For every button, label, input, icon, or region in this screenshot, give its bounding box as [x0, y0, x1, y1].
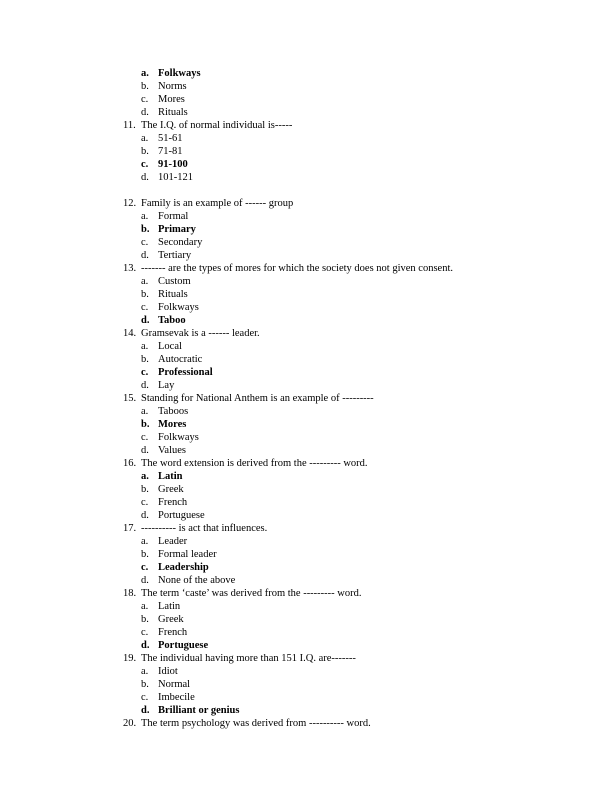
option-text: 101-121: [158, 172, 193, 183]
answer-option: [0, 340, 600, 353]
correct-answer-option: [0, 223, 600, 236]
option-text: Rituals: [158, 289, 188, 300]
question-text: The term ‘caste’ was derived from the --------- word.: [141, 588, 362, 599]
option-text: Latin: [158, 471, 183, 482]
correct-answer-option: [0, 314, 600, 327]
question-text: Gramsevak is a ------ leader.: [141, 328, 260, 339]
option-text: Secondary: [158, 237, 203, 248]
option-text: French: [158, 497, 188, 508]
answer-option: [0, 288, 600, 301]
answer-option: [0, 509, 600, 522]
question-number: 14.: [123, 328, 137, 339]
answer-option: [0, 678, 600, 691]
option-letter: a.: [141, 601, 149, 612]
option-letter: b.: [141, 549, 149, 560]
blank-line: [0, 184, 600, 197]
question-line: [0, 262, 600, 275]
answer-option: [0, 600, 600, 613]
option-text: Folkways: [158, 432, 199, 443]
answer-option: [0, 613, 600, 626]
option-text: Custom: [158, 276, 191, 287]
option-text: Values: [158, 445, 186, 456]
correct-answer-option: [0, 639, 600, 652]
option-letter: d.: [141, 380, 149, 391]
option-text: Mores: [158, 94, 185, 105]
option-letter: d.: [141, 445, 149, 456]
question-text: The I.Q. of normal individual is-----: [141, 120, 293, 131]
option-text: Portuguese: [158, 640, 209, 651]
option-letter: a.: [141, 471, 149, 482]
question-line: [0, 457, 600, 470]
answer-option: [0, 145, 600, 158]
option-text: Normal: [158, 679, 191, 690]
option-letter: c.: [141, 159, 149, 170]
answer-option: [0, 535, 600, 548]
option-letter: b.: [141, 484, 149, 495]
question-number: 15.: [123, 393, 137, 404]
correct-answer-option: [0, 561, 600, 574]
question-number: 16.: [123, 458, 137, 469]
option-text: Portuguese: [158, 510, 205, 521]
question-number: 20.: [123, 718, 137, 729]
answer-option: [0, 496, 600, 509]
option-text: Leadership: [158, 562, 209, 573]
answer-option: [0, 249, 600, 262]
correct-answer-option: [0, 470, 600, 483]
question-line: [0, 522, 600, 535]
option-text: Professional: [158, 367, 213, 378]
answer-option: [0, 405, 600, 418]
answer-option: [0, 106, 600, 119]
option-text: Formal: [158, 211, 189, 222]
answer-option: [0, 275, 600, 288]
option-text: Mores: [158, 419, 187, 430]
question-number: 13.: [123, 263, 137, 274]
option-text: Taboo: [158, 315, 186, 326]
answer-option: [0, 301, 600, 314]
option-letter: a.: [141, 666, 149, 677]
answer-option: [0, 353, 600, 366]
option-text: Lay: [158, 380, 175, 391]
question-text: Standing for National Anthem is an example of ---------: [141, 393, 374, 404]
answer-option: [0, 444, 600, 457]
option-text: 91-100: [158, 159, 188, 170]
option-letter: a.: [141, 536, 149, 547]
option-letter: d.: [141, 250, 149, 261]
answer-option: [0, 93, 600, 106]
option-text: Local: [158, 341, 182, 352]
option-letter: d.: [141, 510, 149, 521]
question-number: 11.: [123, 120, 136, 131]
option-letter: a.: [141, 276, 149, 287]
option-letter: c.: [141, 302, 149, 313]
answer-option: [0, 210, 600, 223]
option-letter: d.: [141, 640, 150, 651]
answer-option: [0, 132, 600, 145]
option-letter: c.: [141, 627, 149, 638]
question-line: [0, 119, 600, 132]
question-line: [0, 392, 600, 405]
answer-option: [0, 236, 600, 249]
question-number: 17.: [123, 523, 137, 534]
option-letter: c.: [141, 497, 149, 508]
option-letter: d.: [141, 107, 149, 118]
option-letter: c.: [141, 692, 149, 703]
option-letter: a.: [141, 341, 149, 352]
answer-option: [0, 171, 600, 184]
question-text: The individual having more than 151 I.Q. are-------: [141, 653, 356, 664]
option-text: French: [158, 627, 188, 638]
option-text: 51-61: [158, 133, 183, 144]
option-text: Taboos: [158, 406, 189, 417]
option-text: Rituals: [158, 107, 188, 118]
option-letter: a.: [141, 406, 149, 417]
option-letter: d.: [141, 705, 150, 716]
answer-option: [0, 665, 600, 678]
question-document: [0, 67, 600, 730]
question-line: [0, 327, 600, 340]
answer-option: [0, 691, 600, 704]
option-text: Formal leader: [158, 549, 217, 560]
answer-option: [0, 379, 600, 392]
correct-answer-option: [0, 704, 600, 717]
question-number: 19.: [123, 653, 137, 664]
option-text: 71-81: [158, 146, 183, 157]
option-letter: a.: [141, 133, 149, 144]
option-letter: b.: [141, 354, 149, 365]
option-letter: b.: [141, 224, 150, 235]
correct-answer-option: [0, 366, 600, 379]
option-letter: b.: [141, 81, 149, 92]
option-text: Leader: [158, 536, 188, 547]
question-text: ---------- is act that influences.: [141, 523, 268, 534]
option-text: Latin: [158, 601, 181, 612]
question-number: 18.: [123, 588, 137, 599]
option-letter: b.: [141, 614, 149, 625]
option-text: Folkways: [158, 302, 199, 313]
option-text: None of the above: [158, 575, 236, 586]
correct-answer-option: [0, 67, 600, 80]
option-letter: c.: [141, 367, 149, 378]
option-letter: b.: [141, 419, 150, 430]
question-text: Family is an example of ------ group: [141, 198, 294, 209]
option-text: Greek: [158, 614, 184, 625]
correct-answer-option: [0, 158, 600, 171]
option-letter: a.: [141, 211, 149, 222]
option-letter: b.: [141, 679, 149, 690]
option-text: Brilliant or genius: [158, 705, 240, 716]
option-letter: d.: [141, 172, 149, 183]
answer-option: [0, 431, 600, 444]
answer-option: [0, 483, 600, 496]
option-letter: d.: [141, 575, 149, 586]
option-letter: c.: [141, 94, 149, 105]
question-text: ------- are the types of mores for which the society does not given consent.: [141, 263, 453, 274]
question-line: [0, 717, 600, 730]
question-text: The word extension is derived from the --------- word.: [141, 458, 368, 469]
answer-option: [0, 80, 600, 93]
option-text: Autocratic: [158, 354, 203, 365]
option-text: Primary: [158, 224, 196, 235]
question-line: [0, 652, 600, 665]
question-text: The term psychology was derived from ---------- word.: [141, 718, 371, 729]
option-letter: b.: [141, 289, 149, 300]
question-number: 12.: [123, 198, 137, 209]
option-letter: c.: [141, 237, 149, 248]
option-text: Tertiary: [158, 250, 192, 261]
option-letter: c.: [141, 562, 149, 573]
option-letter: a.: [141, 68, 149, 79]
option-text: Greek: [158, 484, 184, 495]
option-text: Folkways: [158, 68, 201, 79]
answer-option: [0, 626, 600, 639]
option-letter: c.: [141, 432, 149, 443]
option-letter: d.: [141, 315, 150, 326]
option-letter: b.: [141, 146, 149, 157]
answer-option: [0, 548, 600, 561]
option-text: Imbecile: [158, 692, 195, 703]
correct-answer-option: [0, 418, 600, 431]
option-text: Norms: [158, 81, 187, 92]
answer-option: [0, 574, 600, 587]
question-line: [0, 587, 600, 600]
question-line: [0, 197, 600, 210]
option-text: Idiot: [158, 666, 178, 677]
